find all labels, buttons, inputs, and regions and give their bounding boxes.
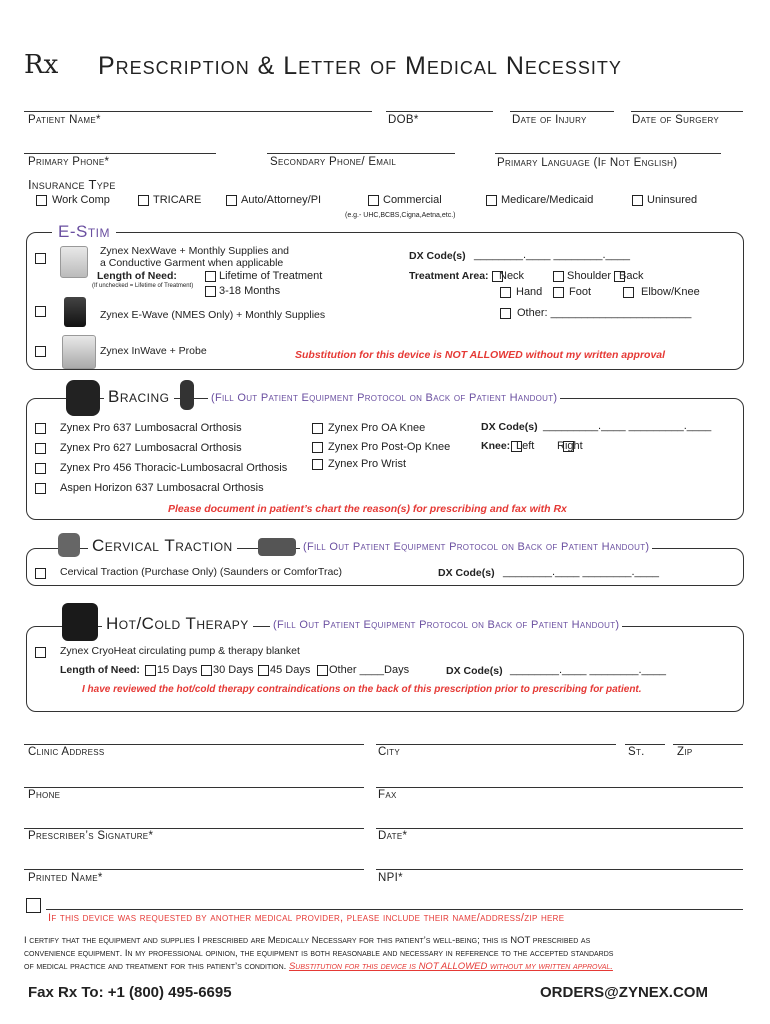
insurance-checkbox-uninsured[interactable] — [632, 195, 643, 206]
area-hand: Hand — [516, 286, 543, 298]
hotcold-dx-blanks: ________.____ ________.____ — [510, 664, 666, 676]
shoulder-checkbox[interactable] — [553, 271, 564, 282]
inwave-label: Zynex InWave + Probe — [100, 345, 207, 357]
nexwave-line2: a Conductive Garment when applicable — [100, 257, 284, 269]
hotcold-dx-label: DX Code(s) — [446, 665, 503, 677]
estim-substitution-note: Substitution for this device is NOT ALLOWED without my written approval — [295, 349, 666, 361]
certify-line2: convenience equipment. In my professional opinion, the equipment is both reasonable and necessary in reference to the accepted standards — [24, 948, 614, 959]
phone-label: Phone — [28, 789, 61, 801]
cervical-device-image — [58, 533, 80, 557]
bracing-item-right: Zynex Pro Post-Op Knee — [328, 441, 451, 453]
days30-checkbox[interactable] — [201, 665, 212, 676]
fax-rx-footer: Fax Rx To: +1 (800) 495-6695 — [28, 984, 232, 1001]
estim-dx-blanks: ________.____ ________.____ — [474, 249, 630, 261]
elbow-knee-checkbox[interactable] — [623, 287, 634, 298]
months-checkbox[interactable] — [205, 286, 216, 297]
other-provider-note: If this device was requested by another medical provider, please include their name/address/zip here — [48, 912, 565, 924]
insurance-checkbox-work-comp[interactable] — [36, 195, 47, 206]
ewave-device-image — [64, 297, 86, 327]
other-area-label: Other: _______________________ — [517, 307, 692, 319]
days15-checkbox[interactable] — [145, 665, 156, 676]
wrist-checkbox[interactable] — [312, 459, 323, 470]
insurance-option: Auto/Attorney/PI — [241, 194, 322, 206]
signature-label: Prescriber’s Signature* — [28, 830, 154, 842]
ewave-checkbox[interactable] — [35, 306, 46, 317]
days45-checkbox[interactable] — [258, 665, 269, 676]
st-label: St. — [628, 746, 645, 758]
area-back: Back — [619, 270, 644, 282]
right-knee-checkbox[interactable] — [563, 441, 574, 452]
knee-label: Knee: — [481, 440, 511, 452]
insurance-checkbox-medicare[interactable] — [486, 195, 497, 206]
date-of-surgery-label: Date of Surgery — [632, 114, 720, 126]
days-option: 15 Days — [157, 664, 198, 676]
cervical-heading: Cervical Traction — [88, 536, 237, 556]
bracing-item: Zynex Pro 456 Thoracic-Lumbosacral Orthosis — [60, 462, 288, 474]
certify-line3 — [24, 961, 613, 972]
back-brace-image — [66, 380, 100, 416]
left-label: Left — [516, 440, 535, 452]
primary-language-label: Primary Language (If Not English) — [497, 157, 678, 169]
cryoheat-checkbox[interactable] — [35, 647, 46, 658]
bracing-subheading: (Fill Out Patient Equipment Protocol on Back of Patient Handout) — [208, 392, 560, 404]
days-option: 45 Days — [270, 664, 311, 676]
city-label: City — [378, 746, 400, 758]
nexwave-device-image — [60, 246, 88, 278]
bracing-checkbox-aspen[interactable] — [35, 483, 46, 494]
right-label: Right — [557, 440, 583, 452]
date-label: Date* — [378, 830, 408, 842]
hotcold-length-label: Length of Need: — [60, 664, 140, 676]
lifetime-label: Lifetime of Treatment — [219, 270, 323, 282]
treatment-area-label: Treatment Area: — [409, 270, 489, 282]
traction-tool-image — [258, 538, 296, 556]
bracing-item: Zynex Pro 637 Lumbosacral Orthosis — [60, 422, 242, 434]
bracing-item-right: Zynex Pro OA Knee — [328, 422, 426, 434]
cervical-item: Cervical Traction (Purchase Only) (Saunders or ComforTrac) — [60, 566, 343, 578]
bracing-dx-label: DX Code(s) — [481, 421, 538, 433]
bracing-document-note: Please document in patient’s chart the reason(s) for prescribing and fax with Rx — [168, 503, 567, 515]
dob-label: DOB* — [388, 114, 419, 126]
bracing-dx-blanks: _________.____ _________.____ — [543, 420, 712, 432]
npi-label: NPI* — [378, 872, 403, 884]
inwave-checkbox[interactable] — [35, 346, 46, 357]
hotcold-heading: Hot/Cold Therapy — [102, 614, 253, 634]
lifetime-checkbox[interactable] — [205, 271, 216, 282]
orders-email-footer[interactable]: ORDERS@ZYNEX.COM — [540, 984, 708, 1001]
fax-label: Fax — [378, 789, 397, 801]
cervical-dx-label: DX Code(s) — [438, 567, 495, 579]
insurance-checkbox-tricare[interactable] — [138, 195, 149, 206]
printed-name-label: Printed Name* — [28, 872, 103, 884]
cervical-subheading: (Fill Out Patient Equipment Protocol on Back of Patient Handout) — [300, 541, 652, 553]
hand-checkbox[interactable] — [500, 287, 511, 298]
other-provider-checkbox[interactable] — [26, 898, 41, 913]
insurance-option: Medicare/Medicaid — [501, 194, 594, 206]
insurance-checkbox-auto[interactable] — [226, 195, 237, 206]
insurance-option: TRICARE — [153, 194, 202, 206]
page-title: Prescription & Letter of Medical Necessity — [98, 52, 622, 80]
area-foot: Foot — [569, 286, 592, 298]
ewave-label: Zynex E-Wave (NMES Only) + Monthly Supplies — [100, 309, 326, 321]
bracing-item: Aspen Horizon 637 Lumbosacral Orthosis — [60, 482, 264, 494]
bracing-item-right: Zynex Pro Wrist — [328, 458, 407, 470]
knee-brace-image — [180, 380, 194, 410]
rx-symbol: Rx — [24, 50, 59, 80]
secondary-phone-label: Secondary Phone/ Email — [270, 156, 397, 168]
area-neck: Neck — [499, 270, 525, 282]
inwave-device-image — [62, 335, 96, 369]
length-of-need-label: Length of Need: — [97, 270, 177, 282]
certify-substitution: Substitution for this device is NOT ALLOWED without my written approval. — [288, 961, 613, 972]
area-elbow-knee: Elbow/Knee — [641, 286, 700, 298]
bracing-heading: Bracing — [104, 387, 174, 407]
insurance-option: Commercial — [383, 194, 442, 206]
bracing-checkbox-627[interactable] — [35, 443, 46, 454]
date-of-injury-label: Date of Injury — [512, 114, 587, 126]
primary-phone-label: Primary Phone* — [28, 156, 110, 168]
certify-line1: I certify that the equipment and supplies I prescribed are Medically Necessary for this patient’s well-being; this is NOT prescribed as — [24, 935, 591, 946]
nexwave-checkbox[interactable] — [35, 253, 46, 264]
commercial-note: (e.g.- UHC,BCBS,Cigna,Aetna,etc.) — [345, 212, 456, 219]
insurance-option: Work Comp — [52, 194, 110, 206]
cervical-dx-blanks: ________.____ ________.____ — [503, 566, 659, 578]
other-days-checkbox[interactable] — [317, 665, 328, 676]
insurance-heading: Insurance Type — [28, 177, 116, 192]
foot-checkbox[interactable] — [553, 287, 564, 298]
insurance-checkbox-commercial[interactable] — [368, 195, 379, 206]
days-option: 30 Days — [213, 664, 254, 676]
certify-line3a: of medical practice and treatment for this patient’s condition. — [24, 961, 287, 972]
days-option: Other ____Days — [329, 664, 410, 676]
cryoheat-item: Zynex CryoHeat circulating pump & therapy blanket — [60, 645, 300, 657]
insurance-option: Uninsured — [647, 194, 698, 206]
post-op-knee-checkbox[interactable] — [312, 442, 323, 453]
unchecked-note: (If unchecked = Lifetime of Treatment) — [92, 283, 194, 289]
bracing-checkbox-637[interactable] — [35, 423, 46, 434]
other-area-checkbox[interactable] — [500, 308, 511, 319]
patient-name-label: Patient Name* — [28, 114, 101, 126]
area-shoulder: Shoulder — [567, 270, 612, 282]
bracing-item: Zynex Pro 627 Lumbosacral Orthosis — [60, 442, 242, 454]
hotcold-contraindication-note: I have reviewed the hot/cold therapy contraindications on the back of this prescription prior to prescribing for patient. — [82, 684, 642, 695]
bracing-checkbox-456[interactable] — [35, 463, 46, 474]
estim-heading: E-Stim — [52, 222, 116, 242]
hotcold-subheading: (Fill Out Patient Equipment Protocol on Back of Patient Handout) — [270, 619, 622, 631]
clinic-address-label: Clinic Address — [28, 746, 105, 758]
cryoheat-device-image — [62, 603, 98, 641]
oa-knee-checkbox[interactable] — [312, 423, 323, 434]
nexwave-line1: Zynex NexWave + Monthly Supplies and — [100, 245, 289, 257]
zip-label: Zip — [677, 746, 693, 758]
cervical-checkbox[interactable] — [35, 568, 46, 579]
estim-dx-label: DX Code(s) — [409, 250, 466, 262]
months-label: 3-18 Months — [219, 285, 281, 297]
